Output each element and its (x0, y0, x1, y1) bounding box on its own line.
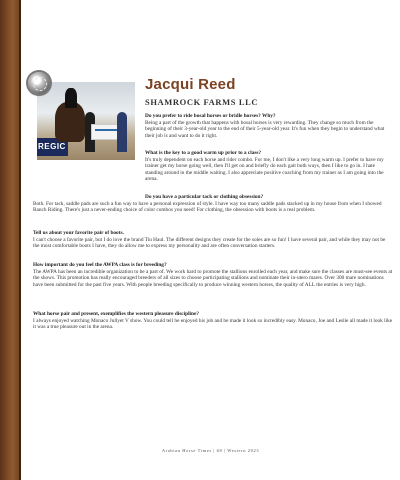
qa-block-5 (33, 262, 393, 288)
question: How important do you feel the AWPA class is for breeding? (33, 262, 167, 268)
question: Do you prefer to ride bosal horses or bridle horses? Why? (145, 113, 276, 119)
question: Do you have a particular tack or clothing obsession? (145, 194, 264, 200)
qa-block-6 (33, 311, 393, 331)
rider-figure (65, 88, 77, 108)
rider-award-photo (37, 82, 135, 160)
concho-ornament-icon (28, 72, 50, 94)
answer: I can't choose a favorite pair, but I do love the brand Tin Haul. The different designs they create for the soles are so fun! I have several pair, and while they may not be the most comfortable boots I have, they do allow me to express my personality and are often conversation starters. (33, 236, 386, 249)
qa-block-1 (145, 113, 391, 139)
answer: I always enjoyed watching Monaco Jullyet V show. You could tell he enjoyed his job and he made it look so incredibly easy. Monaco, Joe and Leslie all made it look like it was a true pleasure out in the arena. (33, 317, 393, 330)
leather-border (0, 0, 21, 480)
farm-name: SHAMROCK FARMS LLC (145, 97, 259, 107)
answer: It's truly dependent on each horse and rider combo. For me, I don't like a very long warm up. I prefer to have my trainer get my horse going well, then I'll get on and briefly do each gait both ways, then I like to go in. I hate standing around in the middle waiting. I also appreciate positive coaching from my trainer as I am going into the arena. (145, 156, 384, 182)
qa-block-4 (33, 230, 393, 250)
presenter-figure-2 (117, 112, 127, 152)
answer: The AWPA has been an incredible organization to be a part of. We work hard to promote the stallions enrolled each year, and make sure the classes are must-see events at the shows. This promotion has really encouraged breeders of all sizes to choose participating stallions and nominate their in-utero mares. Over 300 mare nominations have been submitted for the past five years. With people breeding specifically to produce winning western horses, the quality of ALL the entries is very high. (33, 268, 393, 288)
question: What is the key to a good warm up prior to a class? (145, 150, 262, 156)
question: What horse pair and present, exemplifies the western pleasure discipline? (33, 311, 199, 317)
question: Tell us about your favorite pair of boots. (33, 230, 124, 236)
page-footer: Arabian Horse Times | 68 | Western 2023 (161, 448, 260, 453)
answer: Both. For tack, saddle pads are such a fun way to have a personal expression of style. I have way too many saddle pads stacked up in my house from when I showed Ranch Riding. There's just a never-ending choice of color combos you need! For clothing, the obsession with boots is a real problem. (33, 200, 382, 213)
photo-banner-text: REGIC (37, 138, 68, 156)
qa-block-2 (145, 150, 391, 183)
profile-name: Jacqui Reed (145, 76, 236, 93)
qa-block-3 (33, 194, 393, 214)
answer: Being a part of the growth that happens with bosal horses is very rewarding. They change so much from the beginning of their 3-year-old year to the end of their 5-year-old year. It's fun when they begin to understand what their job is and want to do it right. (145, 119, 385, 139)
horse-figure (55, 102, 85, 142)
